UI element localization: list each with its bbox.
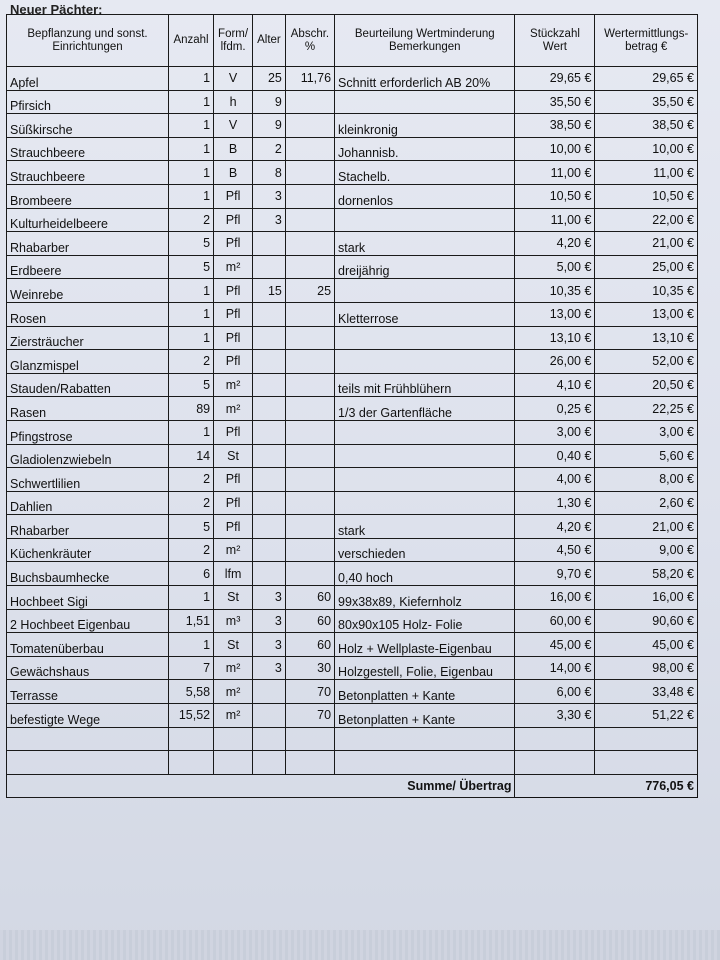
cell-amount: 21,00 €	[595, 515, 698, 539]
cell-form: V	[214, 114, 253, 138]
cell-count: 1	[168, 326, 213, 350]
cell-amount: 45,00 €	[595, 633, 698, 657]
sum-row	[7, 774, 698, 798]
table-row	[7, 255, 698, 279]
header-form: Form/ lfdm.	[214, 15, 253, 67]
table-row	[7, 515, 698, 539]
cell-form: Pfl	[214, 184, 253, 208]
cell-count: 5	[168, 232, 213, 256]
cell-age: 3	[253, 184, 286, 208]
cell-unit-value: 4,10 €	[515, 373, 595, 397]
cell-age	[253, 468, 286, 492]
cell-age	[253, 255, 286, 279]
header-count: Anzahl	[168, 15, 213, 67]
cell-unit-value: 3,00 €	[515, 420, 595, 444]
cell-form: Pfl	[214, 491, 253, 515]
cell-plant: Rhabarber	[7, 515, 169, 539]
cell-remarks: dreijährig	[335, 255, 515, 279]
cell-age	[253, 515, 286, 539]
cell-remarks: Johannisb.	[335, 137, 515, 161]
cell-amount: 90,60 €	[595, 609, 698, 633]
cell-amount: 25,00 €	[595, 255, 698, 279]
table-row	[7, 562, 698, 586]
cell-remarks	[335, 90, 515, 114]
empty-cell	[7, 727, 169, 751]
cell-remarks	[335, 326, 515, 350]
cell-depreciation	[285, 373, 334, 397]
cell-plant: Apfel	[7, 67, 169, 91]
cell-depreciation: 25	[285, 279, 334, 303]
cell-amount: 21,00 €	[595, 232, 698, 256]
cell-plant: Buchsbaumhecke	[7, 562, 169, 586]
cell-count: 1	[168, 633, 213, 657]
cell-form: Pfl	[214, 208, 253, 232]
empty-cell	[253, 727, 286, 751]
cell-amount: 22,00 €	[595, 208, 698, 232]
table-row	[7, 704, 698, 728]
empty-row	[7, 751, 698, 775]
cell-unit-value: 26,00 €	[515, 350, 595, 374]
cell-depreciation	[285, 562, 334, 586]
cell-remarks	[335, 208, 515, 232]
table-row	[7, 609, 698, 633]
cell-amount: 13,10 €	[595, 326, 698, 350]
cell-form: Pfl	[214, 350, 253, 374]
cell-depreciation: 30	[285, 656, 334, 680]
cell-age: 2	[253, 137, 286, 161]
cell-remarks	[335, 350, 515, 374]
cell-plant: Terrasse	[7, 680, 169, 704]
cell-unit-value: 6,00 €	[515, 680, 595, 704]
cell-age	[253, 704, 286, 728]
cell-age: 9	[253, 90, 286, 114]
cell-count: 1	[168, 67, 213, 91]
cell-remarks: Holz + Wellplaste-Eigenbau	[335, 633, 515, 657]
table-row	[7, 468, 698, 492]
cell-depreciation	[285, 444, 334, 468]
cell-amount: 2,60 €	[595, 491, 698, 515]
cell-age	[253, 373, 286, 397]
cell-depreciation	[285, 302, 334, 326]
cell-remarks: 0,40 hoch	[335, 562, 515, 586]
cell-age	[253, 397, 286, 421]
cell-depreciation	[285, 350, 334, 374]
cell-unit-value: 10,35 €	[515, 279, 595, 303]
cell-form: Pfl	[214, 302, 253, 326]
empty-cell	[7, 751, 169, 775]
cell-unit-value: 14,00 €	[515, 656, 595, 680]
table-row	[7, 680, 698, 704]
cell-count: 14	[168, 444, 213, 468]
cell-amount: 9,00 €	[595, 538, 698, 562]
cell-count: 1	[168, 161, 213, 185]
cell-remarks: verschieden	[335, 538, 515, 562]
cell-count: 2	[168, 208, 213, 232]
cell-age: 3	[253, 586, 286, 610]
cell-plant: Dahlien	[7, 491, 169, 515]
cell-form: B	[214, 137, 253, 161]
cell-plant: Süßkirsche	[7, 114, 169, 138]
cell-age: 8	[253, 161, 286, 185]
cell-unit-value: 0,25 €	[515, 397, 595, 421]
cell-age	[253, 680, 286, 704]
empty-cell	[515, 751, 595, 775]
document-title: Neuer Pächter:	[10, 2, 103, 17]
cell-form: V	[214, 67, 253, 91]
cell-plant: Strauchbeere	[7, 137, 169, 161]
empty-cell	[168, 751, 213, 775]
cell-unit-value: 10,50 €	[515, 184, 595, 208]
cell-unit-value: 3,30 €	[515, 704, 595, 728]
empty-cell	[214, 727, 253, 751]
empty-cell	[595, 727, 698, 751]
cell-unit-value: 4,50 €	[515, 538, 595, 562]
cell-depreciation: 60	[285, 609, 334, 633]
empty-cell	[335, 751, 515, 775]
table-row	[7, 420, 698, 444]
cell-plant: Tomatenüberbau	[7, 633, 169, 657]
cell-depreciation	[285, 420, 334, 444]
cell-age	[253, 350, 286, 374]
cell-remarks: teils mit Frühblühern	[335, 373, 515, 397]
cell-plant: Küchenkräuter	[7, 538, 169, 562]
cell-depreciation	[285, 397, 334, 421]
table-row	[7, 538, 698, 562]
cell-plant: Gladiolenzwiebeln	[7, 444, 169, 468]
table-row	[7, 161, 698, 185]
cell-remarks: Kletterrose	[335, 302, 515, 326]
cell-depreciation	[285, 232, 334, 256]
header-amount: Wertermittlungs- betrag €	[595, 15, 698, 67]
cell-form: St	[214, 633, 253, 657]
cell-plant: Weinrebe	[7, 279, 169, 303]
cell-remarks	[335, 444, 515, 468]
cell-count: 1	[168, 302, 213, 326]
table-row	[7, 114, 698, 138]
cell-age	[253, 491, 286, 515]
table-row	[7, 633, 698, 657]
cell-depreciation	[285, 137, 334, 161]
cell-amount: 98,00 €	[595, 656, 698, 680]
cell-unit-value: 13,10 €	[515, 326, 595, 350]
cell-unit-value: 11,00 €	[515, 208, 595, 232]
cell-unit-value: 10,00 €	[515, 137, 595, 161]
empty-cell	[168, 727, 213, 751]
valuation-table	[6, 14, 698, 798]
cell-remarks: stark	[335, 515, 515, 539]
table-row	[7, 373, 698, 397]
cell-count: 1	[168, 184, 213, 208]
cell-amount: 13,00 €	[595, 302, 698, 326]
paper-edge	[0, 930, 720, 960]
cell-unit-value: 29,65 €	[515, 67, 595, 91]
cell-depreciation: 11,76	[285, 67, 334, 91]
cell-form: m³	[214, 609, 253, 633]
cell-count: 6	[168, 562, 213, 586]
cell-amount: 51,22 €	[595, 704, 698, 728]
cell-remarks: Betonplatten + Kante	[335, 704, 515, 728]
cell-form: m²	[214, 680, 253, 704]
table-row	[7, 302, 698, 326]
cell-form: Pfl	[214, 515, 253, 539]
cell-form: Pfl	[214, 468, 253, 492]
table-body	[7, 67, 698, 775]
cell-unit-value: 4,20 €	[515, 515, 595, 539]
cell-amount: 38,50 €	[595, 114, 698, 138]
cell-remarks	[335, 279, 515, 303]
cell-plant: Hochbeet Sigi	[7, 586, 169, 610]
cell-form: lfm	[214, 562, 253, 586]
cell-remarks: kleinkronig	[335, 114, 515, 138]
cell-plant: Erdbeere	[7, 255, 169, 279]
table-row	[7, 656, 698, 680]
cell-form: m²	[214, 373, 253, 397]
cell-plant: Rhabarber	[7, 232, 169, 256]
header-plant: Bepflanzung und sonst. Einrichtungen	[7, 15, 169, 67]
cell-amount: 3,00 €	[595, 420, 698, 444]
cell-amount: 10,35 €	[595, 279, 698, 303]
cell-remarks	[335, 468, 515, 492]
cell-age	[253, 562, 286, 586]
cell-depreciation	[285, 326, 334, 350]
cell-count: 89	[168, 397, 213, 421]
cell-unit-value: 9,70 €	[515, 562, 595, 586]
cell-depreciation	[285, 161, 334, 185]
table-row	[7, 444, 698, 468]
cell-age: 3	[253, 609, 286, 633]
cell-form: Pfl	[214, 420, 253, 444]
cell-unit-value: 0,40 €	[515, 444, 595, 468]
cell-depreciation	[285, 491, 334, 515]
cell-depreciation	[285, 184, 334, 208]
cell-remarks: 1/3 der Gartenfläche	[335, 397, 515, 421]
cell-age	[253, 420, 286, 444]
table-row	[7, 90, 698, 114]
sum-value: 776,05 €	[515, 774, 698, 798]
header-age: Alter	[253, 15, 286, 67]
cell-plant: Schwertlilien	[7, 468, 169, 492]
cell-depreciation	[285, 538, 334, 562]
cell-age: 3	[253, 208, 286, 232]
cell-amount: 5,60 €	[595, 444, 698, 468]
cell-remarks: Holzgestell, Folie, Eigenbau	[335, 656, 515, 680]
cell-age	[253, 302, 286, 326]
cell-age: 9	[253, 114, 286, 138]
cell-count: 5	[168, 515, 213, 539]
cell-unit-value: 38,50 €	[515, 114, 595, 138]
sum-label: Summe/ Übertrag	[7, 774, 515, 798]
cell-depreciation	[285, 208, 334, 232]
cell-count: 5	[168, 373, 213, 397]
cell-count: 1	[168, 114, 213, 138]
table-row	[7, 326, 698, 350]
cell-count: 2	[168, 350, 213, 374]
cell-count: 15,52	[168, 704, 213, 728]
cell-remarks	[335, 491, 515, 515]
cell-remarks: dornenlos	[335, 184, 515, 208]
cell-age: 3	[253, 656, 286, 680]
cell-amount: 35,50 €	[595, 90, 698, 114]
cell-form: Pfl	[214, 232, 253, 256]
cell-amount: 10,00 €	[595, 137, 698, 161]
cell-amount: 58,20 €	[595, 562, 698, 586]
table-row	[7, 491, 698, 515]
cell-count: 1	[168, 586, 213, 610]
cell-depreciation: 70	[285, 704, 334, 728]
cell-unit-value: 45,00 €	[515, 633, 595, 657]
cell-amount: 11,00 €	[595, 161, 698, 185]
cell-amount: 22,25 €	[595, 397, 698, 421]
header-remarks: Beurteilung Wertminderung Bemerkungen	[335, 15, 515, 67]
cell-count: 1	[168, 90, 213, 114]
cell-remarks	[335, 420, 515, 444]
cell-remarks: stark	[335, 232, 515, 256]
empty-cell	[335, 727, 515, 751]
empty-cell	[285, 727, 334, 751]
cell-amount: 20,50 €	[595, 373, 698, 397]
cell-count: 1	[168, 279, 213, 303]
cell-age: 25	[253, 67, 286, 91]
cell-age: 15	[253, 279, 286, 303]
cell-form: Pfl	[214, 326, 253, 350]
cell-depreciation	[285, 90, 334, 114]
cell-count: 2	[168, 491, 213, 515]
cell-count: 7	[168, 656, 213, 680]
header-unit-value: Stückzahl Wert	[515, 15, 595, 67]
empty-cell	[285, 751, 334, 775]
cell-remarks: Schnitt erforderlich AB 20%	[335, 67, 515, 91]
cell-form: Pfl	[214, 279, 253, 303]
empty-row	[7, 727, 698, 751]
cell-count: 2	[168, 468, 213, 492]
cell-remarks: 99x38x89, Kiefernholz	[335, 586, 515, 610]
cell-depreciation: 60	[285, 633, 334, 657]
cell-form: B	[214, 161, 253, 185]
cell-amount: 33,48 €	[595, 680, 698, 704]
cell-age: 3	[253, 633, 286, 657]
empty-cell	[253, 751, 286, 775]
cell-unit-value: 60,00 €	[515, 609, 595, 633]
table-row	[7, 232, 698, 256]
cell-unit-value: 35,50 €	[515, 90, 595, 114]
cell-form: m²	[214, 704, 253, 728]
cell-plant: Ziersträucher	[7, 326, 169, 350]
cell-count: 1	[168, 420, 213, 444]
cell-depreciation: 70	[285, 680, 334, 704]
cell-age	[253, 444, 286, 468]
cell-form: m²	[214, 538, 253, 562]
cell-count: 1	[168, 137, 213, 161]
cell-unit-value: 11,00 €	[515, 161, 595, 185]
cell-remarks: Betonplatten + Kante	[335, 680, 515, 704]
cell-plant: Gewächshaus	[7, 656, 169, 680]
cell-plant: Rosen	[7, 302, 169, 326]
table-row	[7, 397, 698, 421]
cell-depreciation	[285, 468, 334, 492]
cell-unit-value: 4,20 €	[515, 232, 595, 256]
cell-plant: Glanzmispel	[7, 350, 169, 374]
cell-depreciation	[285, 114, 334, 138]
cell-count: 5	[168, 255, 213, 279]
cell-amount: 10,50 €	[595, 184, 698, 208]
cell-amount: 52,00 €	[595, 350, 698, 374]
empty-cell	[515, 727, 595, 751]
cell-unit-value: 13,00 €	[515, 302, 595, 326]
cell-unit-value: 16,00 €	[515, 586, 595, 610]
cell-count: 1,51	[168, 609, 213, 633]
cell-plant: Stauden/Rabatten	[7, 373, 169, 397]
cell-amount: 16,00 €	[595, 586, 698, 610]
cell-plant: befestigte Wege	[7, 704, 169, 728]
cell-plant: 2 Hochbeet Eigenbau	[7, 609, 169, 633]
table-row	[7, 184, 698, 208]
table-header-row	[7, 15, 698, 67]
cell-count: 5,58	[168, 680, 213, 704]
cell-remarks: 80x90x105 Holz- Folie	[335, 609, 515, 633]
table-row	[7, 137, 698, 161]
cell-form: m²	[214, 397, 253, 421]
cell-form: h	[214, 90, 253, 114]
cell-plant: Strauchbeere	[7, 161, 169, 185]
cell-plant: Rasen	[7, 397, 169, 421]
cell-unit-value: 5,00 €	[515, 255, 595, 279]
cell-form: m²	[214, 656, 253, 680]
cell-age	[253, 538, 286, 562]
cell-form: St	[214, 444, 253, 468]
table-row	[7, 350, 698, 374]
cell-plant: Kulturheidelbeere	[7, 208, 169, 232]
cell-unit-value: 4,00 €	[515, 468, 595, 492]
cell-plant: Pfingstrose	[7, 420, 169, 444]
cell-depreciation: 60	[285, 586, 334, 610]
cell-age	[253, 326, 286, 350]
table-row	[7, 67, 698, 91]
empty-cell	[214, 751, 253, 775]
table-row	[7, 208, 698, 232]
cell-age	[253, 232, 286, 256]
table-row	[7, 586, 698, 610]
cell-remarks: Stachelb.	[335, 161, 515, 185]
cell-count: 2	[168, 538, 213, 562]
cell-amount: 8,00 €	[595, 468, 698, 492]
header-depreciation: Abschr. %	[285, 15, 334, 67]
cell-depreciation	[285, 255, 334, 279]
empty-cell	[595, 751, 698, 775]
cell-unit-value: 1,30 €	[515, 491, 595, 515]
cell-plant: Brombeere	[7, 184, 169, 208]
table-row	[7, 279, 698, 303]
cell-amount: 29,65 €	[595, 67, 698, 91]
cell-form: St	[214, 586, 253, 610]
cell-form: m²	[214, 255, 253, 279]
cell-depreciation	[285, 515, 334, 539]
cell-plant: Pfirsich	[7, 90, 169, 114]
